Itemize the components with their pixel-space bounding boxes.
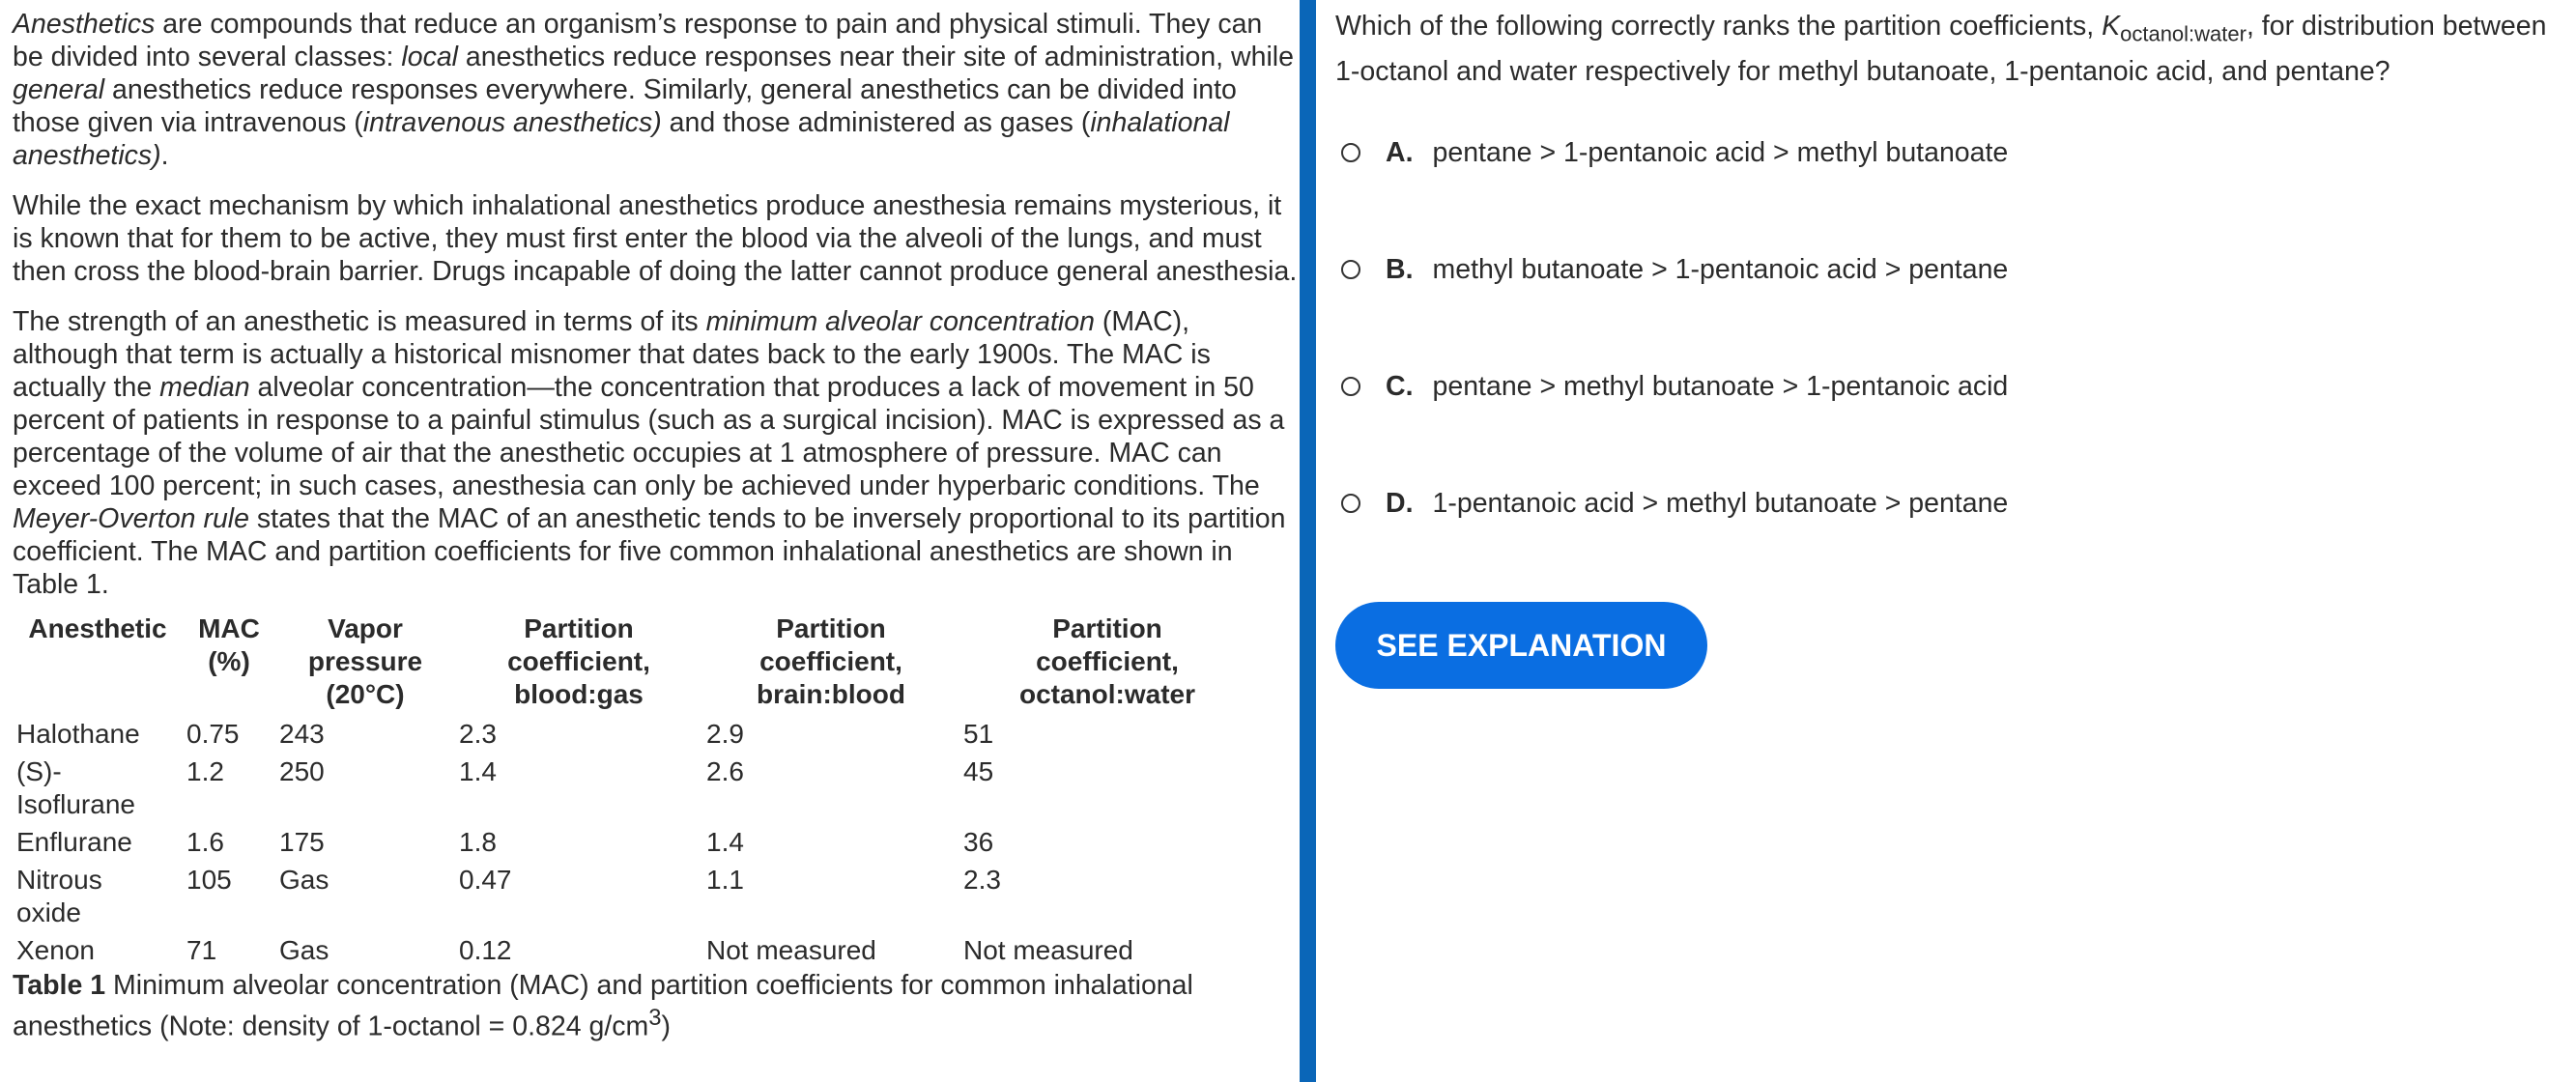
cell-anesthetic: (S)- Isoflurane xyxy=(16,756,135,819)
cell-vapor: Gas xyxy=(279,935,329,965)
table-row xyxy=(13,861,1255,931)
answer-option-a[interactable]: A. pentane > 1-pentanoic acid > methyl butanoate xyxy=(1341,133,2008,172)
cell-blood-gas: 2.3 xyxy=(459,719,497,749)
answer-option-d[interactable]: D. 1-pentanoic acid > methyl butanoate > pentane xyxy=(1341,484,2008,523)
table-header-row xyxy=(13,612,1255,715)
header-octanol-water: Partition coefficient, octanol:water xyxy=(1018,613,1196,709)
cell-vapor: 243 xyxy=(279,719,325,749)
panel-divider[interactable] xyxy=(1300,0,1316,1082)
cell-octanol-water: 2.3 xyxy=(963,865,1001,895)
header-brain-blood: Partition coefficient, brain:blood xyxy=(757,613,905,709)
cell-blood-gas: 0.47 xyxy=(459,865,512,895)
cell-octanol-water: 36 xyxy=(963,827,994,857)
table-row xyxy=(13,753,1255,823)
cell-blood-gas: 1.4 xyxy=(459,756,497,786)
table-row xyxy=(13,715,1255,753)
question-panel xyxy=(1335,8,2562,663)
passage-paragraph-1: Anesthetics are compounds that reduce an organism’s response to pain and physical stimuli. They can be divided into several classes: local anesthetics reduce responses near their site of administration, while general anesthetics reduce responses everywhere. Similarly, general anesthetics can be divided into those given via intravenous (intravenous anesthetics) and those administered as gases (inhalational anesthetics). xyxy=(13,9,1294,171)
header-vapor-pressure: Vapor pressure (20°C) xyxy=(307,613,423,709)
cell-octanol-water: 51 xyxy=(963,719,994,749)
header-mac: MAC (%) xyxy=(198,613,260,676)
passage-paragraph-3: The strength of an anesthetic is measured in terms of its minimum alveolar concentration (MAC), although that term is actually a historical misnomer that dates back to the early 1900s. The MAC is actually the median alveolar concentration—the concentration that produces a lack of movement in 50 percent of patients in response to a painful stimulus (such as a surgical incision). MAC is expressed as a percentage of the volume of air that the anesthetic occupies at 1 atmosphere of pressure. MAC can exceed 100 percent; in such cases, anesthesia can only be achieved under hyperbaric conditions. The Meyer-Overton rule states that the MAC of an anesthetic tends to be inversely proportional to its partition coefficient. The MAC and partition coefficients for five common inhalational anesthetics are shown in Table 1. xyxy=(13,306,1286,600)
option-text: pentane > methyl butanoate > 1-pentanoic acid xyxy=(1432,370,2009,402)
cell-mac: 1.2 xyxy=(186,756,224,786)
passage-paragraph-2: While the exact mechanism by which inhalational anesthetics produce anesthesia remains mysterious, it is known that for them to be active, they must first enter the blood via the alveoli of the lungs, and must then cross the blood-brain barrier. Drugs incapable of doing the latter cannot produce general anesthesia. xyxy=(13,190,1298,287)
anesthetics-table xyxy=(13,612,1255,969)
see-explanation-button[interactable]: SEE EXPLANATION xyxy=(1335,602,1707,689)
cell-mac: 1.6 xyxy=(186,827,224,857)
cell-mac: 0.75 xyxy=(186,719,240,749)
cell-mac: 71 xyxy=(186,935,217,965)
cell-anesthetic: Halothane xyxy=(16,719,140,749)
cell-blood-gas: 1.8 xyxy=(459,827,497,857)
cell-vapor: 175 xyxy=(279,827,325,857)
cell-vapor: Gas xyxy=(279,865,329,895)
radio-icon[interactable] xyxy=(1341,143,1360,162)
radio-icon[interactable] xyxy=(1341,377,1360,396)
table-row xyxy=(13,931,1255,969)
cell-octanol-water: 45 xyxy=(963,756,994,786)
cell-brain-blood: 1.1 xyxy=(706,865,744,895)
question-stem: Which of the following correctly ranks the partition coefficients, $K_{octanol:water}$, for distribution between 1-octanol and water respectively for methyl butanoate, 1-pentanoic acid, and pentane? xyxy=(1335,11,2547,87)
table-row xyxy=(13,823,1255,861)
cell-blood-gas: 0.12 xyxy=(459,935,512,965)
cell-octanol-water: Not measured xyxy=(963,935,1133,965)
option-text: pentane > 1-pentanoic acid > methyl butanoate xyxy=(1432,136,2009,168)
option-text: 1-pentanoic acid > methyl butanoate > pentane xyxy=(1432,487,2009,519)
radio-icon[interactable] xyxy=(1341,260,1360,279)
cell-anesthetic: Xenon xyxy=(16,935,95,965)
cell-mac: 105 xyxy=(186,865,232,895)
header-blood-gas: Partition coefficient, blood:gas xyxy=(507,613,650,709)
table-caption: Table 1 Minimum alveolar concentration (MAC) and partition coefficients for common inhalational anesthetics (Note: density of 1-octanol = 0.824 $g/cm^3$) xyxy=(13,970,1193,1042)
answer-option-c[interactable]: C. pentane > methyl butanoate > 1-pentanoic acid xyxy=(1341,367,2008,406)
cell-anesthetic: Nitrous oxide xyxy=(16,865,102,927)
cell-anesthetic: Enflurane xyxy=(16,827,132,857)
cell-brain-blood: 1.4 xyxy=(706,827,744,857)
header-anesthetic: Anesthetic xyxy=(28,613,167,643)
cell-vapor: 250 xyxy=(279,756,325,786)
cell-brain-blood: Not measured xyxy=(706,935,876,965)
cell-brain-blood: 2.6 xyxy=(706,756,744,786)
answer-option-b[interactable]: B. methyl butanoate > 1-pentanoic acid > pentane xyxy=(1341,250,2008,289)
radio-icon[interactable] xyxy=(1341,494,1360,513)
option-text: methyl butanoate > 1-pentanoic acid > pentane xyxy=(1432,253,2009,285)
cell-brain-blood: 2.9 xyxy=(706,719,744,749)
